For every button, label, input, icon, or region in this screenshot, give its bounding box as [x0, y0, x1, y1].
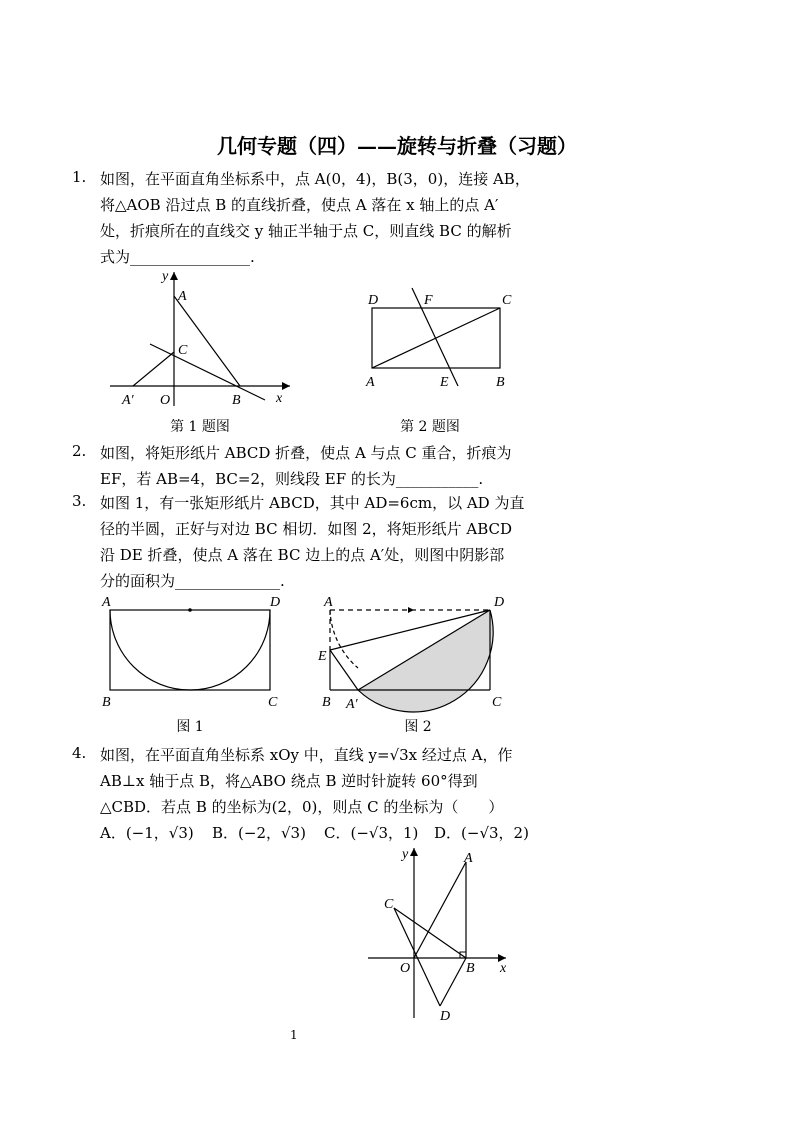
fig4-segment-cb — [394, 908, 466, 958]
fig4-line-oa — [414, 862, 466, 958]
figure-4 — [366, 842, 526, 1024]
question-2-line-1: 如图，将矩形纸片 ABCD 折叠，使点 A 与点 C 重合，折痕为 — [100, 444, 512, 462]
fig3b-label-e: E — [318, 649, 327, 664]
fig1-label-o: O — [160, 393, 171, 408]
question-3-line-4: 分的面积为______________. — [100, 572, 285, 590]
fig3a-label-a: A — [102, 595, 111, 610]
fig4-label-d: D — [440, 1009, 451, 1024]
fig3b-label-a: A — [324, 595, 333, 610]
figure-2-caption: 第 2 题图 — [400, 419, 460, 435]
fig4-label-c: C — [384, 897, 394, 912]
fig1-segment-aprime-c — [133, 352, 174, 386]
fig2-label-d: D — [368, 293, 379, 308]
question-3-line-1: 如图 1，有一张矩形纸片 ABCD，其中 AD=6cm，以 AD 为直 — [100, 494, 525, 512]
fig4-label-x: x — [500, 961, 507, 976]
question-2-number: 2. — [72, 442, 87, 460]
fig2-fold-line-ef — [412, 288, 458, 386]
fig3a-label-c: C — [268, 695, 278, 710]
fig3a-label-b: B — [102, 695, 111, 710]
fig3b-label-b: B — [322, 695, 331, 710]
fig3b-label-c: C — [492, 695, 502, 710]
fig1-label-x: x — [276, 391, 283, 406]
question-4-option-c: C．(−√3，1) — [324, 824, 419, 842]
page-number: 1 — [290, 1028, 298, 1042]
figure-3-2-caption: 图 2 — [404, 719, 432, 735]
question-3-line-3: 沿 DE 折叠，使点 A 落在 BC 边上的点 A′处，则图中阴影部 — [100, 546, 505, 564]
fig4-label-o: O — [400, 961, 411, 976]
fig1-label-b: B — [232, 393, 241, 408]
fig4-label-y: y — [402, 847, 409, 862]
fig1-x-arrow — [282, 382, 290, 390]
fig2-label-e: E — [440, 375, 449, 390]
fig3a-label-d: D — [270, 595, 281, 610]
fig3b-label-aprime: A′ — [346, 697, 358, 712]
question-4-number: 4. — [72, 744, 87, 762]
figure-3-1-caption: 图 1 — [176, 719, 204, 735]
fig3b-arrow-mark — [408, 607, 414, 613]
question-3-number: 3. — [72, 492, 87, 510]
fig4-segment-db — [440, 958, 466, 1006]
question-1-line-3: 处，折痕所在的直线交 y 轴正半轴于点 C，则直线 BC 的解析 — [100, 222, 512, 240]
question-1-line-2: 将△AOB 沿过点 B 的直线折叠，使点 A 落在 x 轴上的点 A′ — [100, 196, 499, 214]
question-3-line-2: 径的半圆，正好与对边 BC 相切．如图 2，将矩形纸片 ABCD — [100, 520, 513, 538]
fig3b-shaded-region — [358, 610, 493, 712]
question-4-line-2: AB⊥x 轴于点 B，将△ABO 绕点 B 逆时针旋转 60°得到 — [100, 772, 478, 790]
fig3b-segment-e-aprime — [330, 650, 358, 690]
page-title: 几何专题（四）——旋转与折叠（习题） — [217, 134, 577, 158]
fig1-label-a: A — [178, 289, 187, 304]
fig3a-rectangle — [110, 610, 270, 690]
fig1-fold-line-bc — [150, 344, 265, 400]
question-4-option-b: B．(−2，√3) — [212, 824, 306, 842]
fig4-y-arrow — [410, 848, 418, 856]
fig2-label-b: B — [496, 375, 505, 390]
question-1-line-4: 式为________________. — [100, 248, 255, 266]
fig1-label-y: y — [162, 269, 169, 284]
fig1-label-c: C — [178, 343, 188, 358]
fig1-segment-ab — [174, 296, 240, 386]
fig3a-center-point — [188, 608, 192, 612]
figure-3-2 — [318, 594, 518, 714]
figure-3-1 — [98, 594, 288, 714]
fig2-label-a: A — [366, 375, 375, 390]
figure-1 — [100, 266, 300, 412]
fig1-y-arrow — [170, 272, 178, 280]
question-4-option-d: D．(−√3，2) — [434, 824, 529, 842]
fig3b-dashed-arc — [330, 610, 358, 668]
fig1-label-aprime: A′ — [122, 393, 134, 408]
question-2-line-2: EF，若 AB=4，BC=2，则线段 EF 的长为___________. — [100, 470, 484, 488]
figure-1-caption: 第 1 题图 — [170, 419, 230, 435]
fig4-label-a: A — [464, 851, 473, 866]
fig2-label-f: F — [424, 293, 433, 308]
question-4-line-3: △CBD．若点 B 的坐标为(2，0)，则点 C 的坐标为（ ） — [100, 798, 504, 816]
fig2-label-c: C — [502, 293, 512, 308]
question-4-line-1: 如图，在平面直角坐标系 xOy 中，直线 y=√3x 经过点 A，作 — [100, 746, 513, 764]
fig3b-label-d: D — [494, 595, 505, 610]
question-1-line-1: 如图，在平面直角坐标系中，点 A(0，4)，B(3，0)，连接 AB， — [100, 170, 530, 188]
fig4-label-b: B — [466, 961, 475, 976]
figure-2 — [362, 286, 522, 406]
fig3a-semicircle — [110, 610, 270, 690]
question-1-number: 1. — [72, 168, 87, 186]
question-4-option-a: A．(−1，√3) — [100, 824, 194, 842]
